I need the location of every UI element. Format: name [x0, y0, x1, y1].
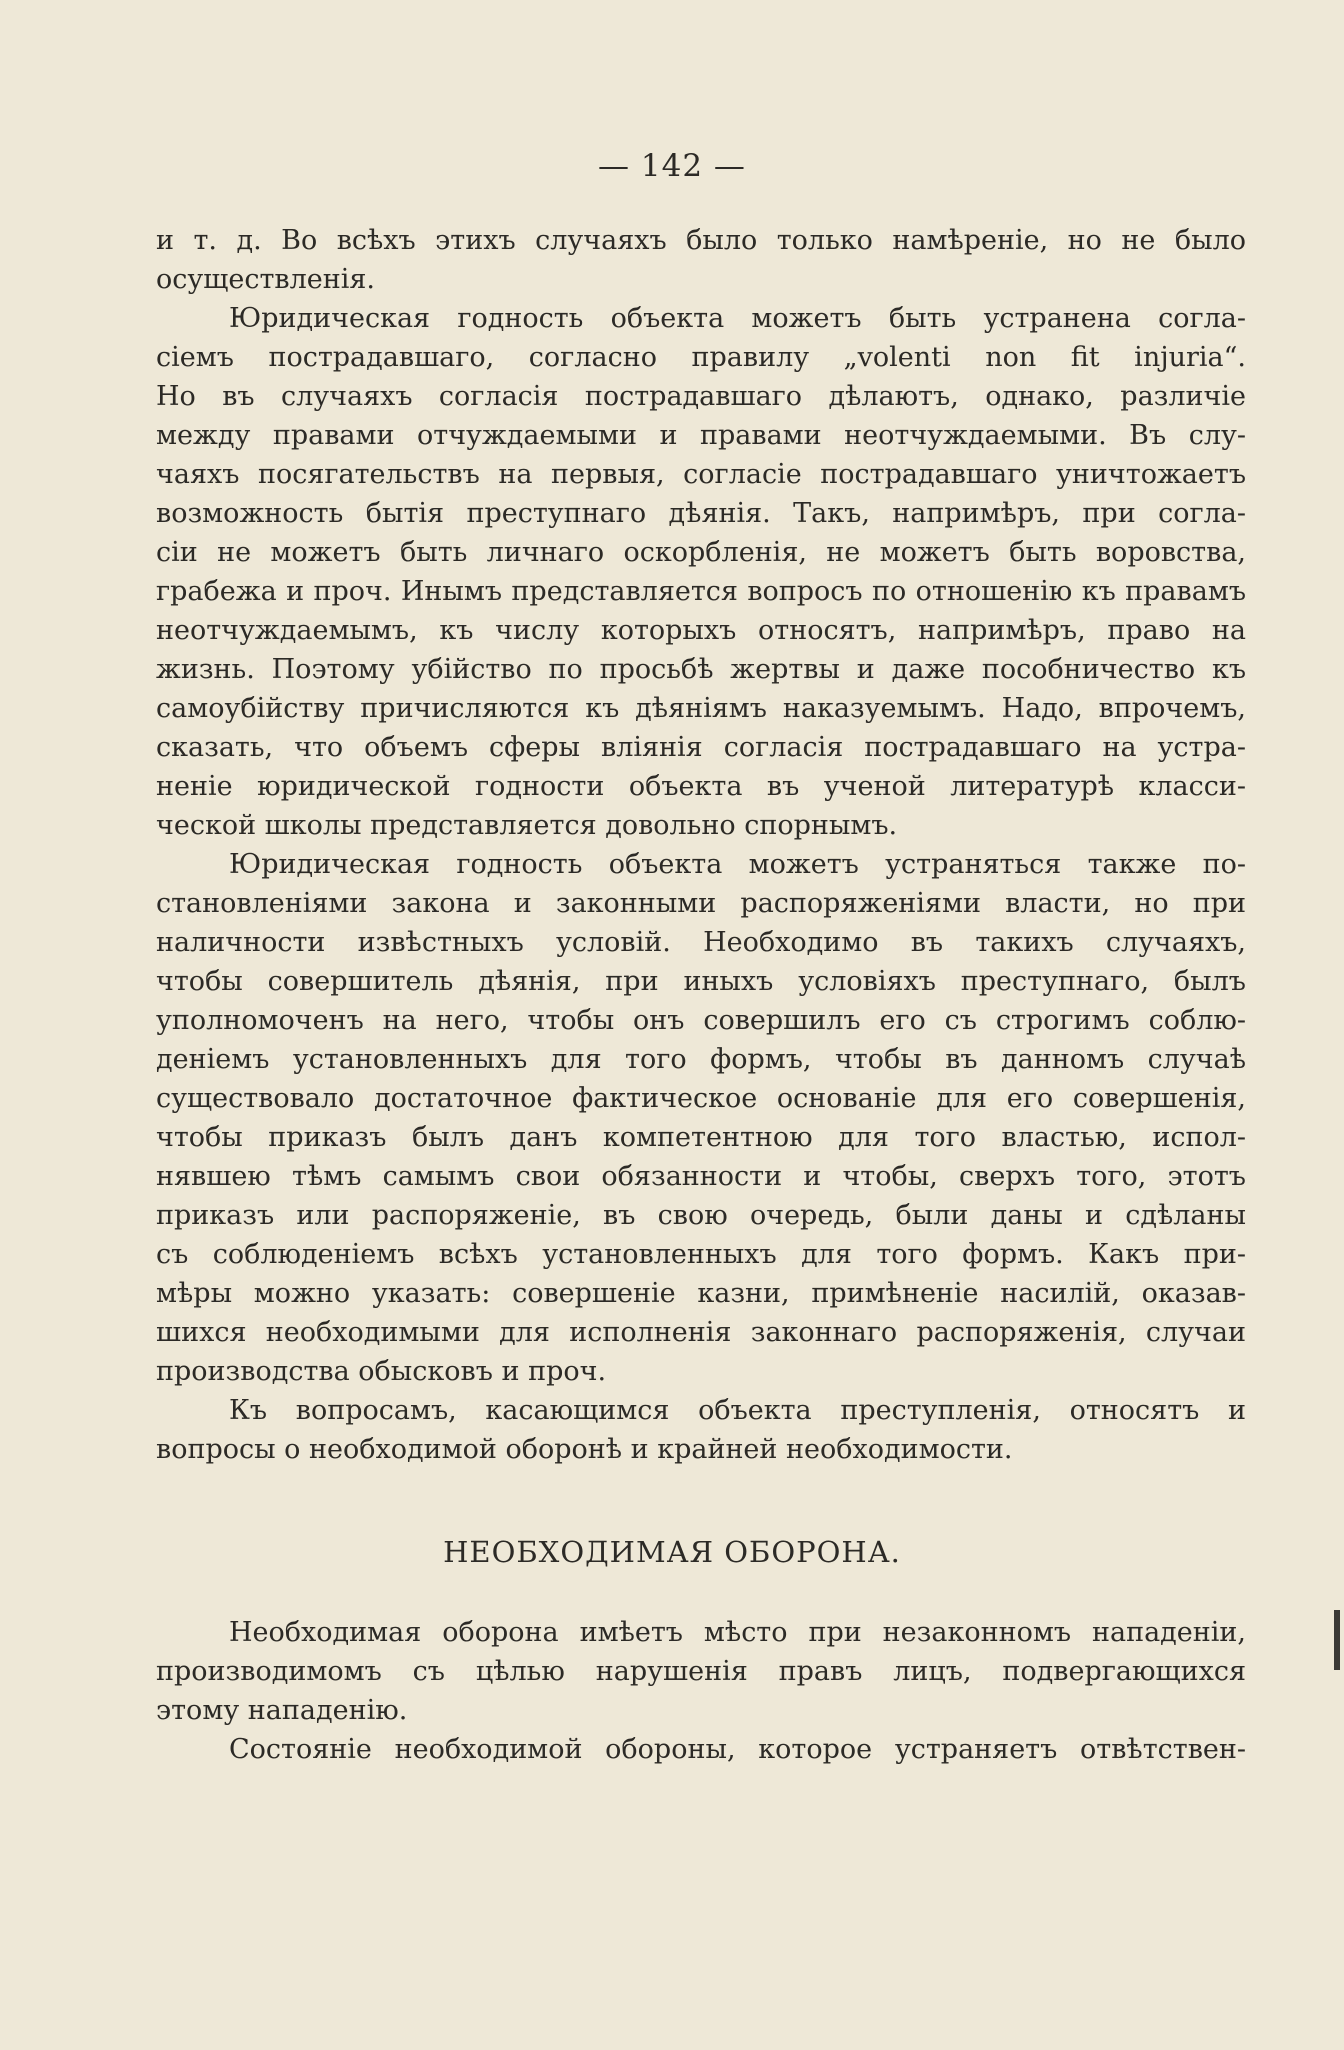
text-line: и т. д. Во всѣхъ этихъ случаяхъ было только намѣреніе, но не было	[156, 225, 1246, 256]
text-line: сіи не можетъ быть личнаго оскорбленія, не можетъ быть воровства,	[156, 537, 1246, 568]
main-text-block	[156, 221, 1246, 1469]
text-line: самоубійству причисляются къ дѣяніямъ наказуемымъ. Надо, впрочемъ,	[156, 693, 1246, 724]
text-line: жизнь. Поэтому убійство по просьбѣ жертвы и даже пособничество къ	[156, 654, 1246, 685]
text-line: деніемъ установленныхъ для того формъ, чтобы въ данномъ случаѣ	[156, 1044, 1246, 1075]
text-line: приказъ или распоряженіе, въ свою очередь, были даны и сдѣланы	[156, 1200, 1246, 1231]
text-line: мѣры можно указать: совершеніе казни, примѣненіе насилій, оказав-	[156, 1278, 1246, 1309]
text-line: уполномоченъ на него, чтобы онъ совершилъ его съ строгимъ соблю-	[156, 1005, 1246, 1036]
text-line: наличности извѣстныхъ условій. Необходимо въ такихъ случаяхъ,	[156, 927, 1246, 958]
text-line: возможность бытія преступнаго дѣянія. Такъ, напримѣръ, при согла-	[156, 498, 1246, 529]
page-number: — 142 —	[598, 148, 746, 184]
text-line: сказать, что объемъ сферы вліянія согласія пострадавшаго на устра-	[156, 732, 1246, 763]
section-text-block	[156, 1613, 1246, 1769]
text-line: Но въ случаяхъ согласія пострадавшаго дѣлаютъ, однако, различіе	[156, 381, 1246, 412]
text-line: становленіями закона и законными распоряженіями власти, но при	[156, 888, 1246, 919]
text-line: производства обысковъ и проч.	[156, 1356, 607, 1387]
text-line: шихся необходимыми для исполненія законнаго распоряженія, случаи	[156, 1317, 1246, 1348]
text-line: грабежа и проч. Инымъ представляется вопросъ по отношенію къ правамъ	[156, 576, 1246, 607]
text-line: существовало достаточное фактическое основаніе для его совершенія,	[156, 1083, 1246, 1114]
text-line: этому нападенію.	[156, 1695, 408, 1726]
text-line: чаяхъ посягательствъ на первыя, согласіе пострадавшаго уничтожаетъ	[156, 459, 1246, 490]
text-line: ческой школы представляется довольно спорнымъ.	[156, 810, 898, 841]
section-title: НЕОБХОДИМАЯ ОБОРОНА.	[443, 1535, 901, 1569]
text-line: неотчуждаемымъ, къ числу которыхъ относятъ, напримѣръ, право на	[156, 615, 1246, 646]
text-line: между правами отчуждаемыми и правами неотчуждаемыми. Въ слу-	[156, 420, 1246, 451]
text-line: чтобы совершитель дѣянія, при иныхъ условіяхъ преступнаго, былъ	[156, 966, 1246, 997]
text-line: неніе юридической годности объекта въ ученой литературѣ класси-	[156, 771, 1246, 802]
text-line: вопросы о необходимой оборонѣ и крайней необходимости.	[156, 1434, 1013, 1465]
text-line: нявшею тѣмъ самымъ свои обязанности и чтобы, сверхъ того, этотъ	[156, 1161, 1246, 1192]
page-edge-mark	[1334, 1610, 1340, 1670]
text-line: осуществленія.	[156, 264, 375, 295]
text-line: съ соблюденіемъ всѣхъ установленныхъ для того формъ. Какъ при-	[156, 1239, 1246, 1270]
paragraph-start-line: Юридическая годность объекта можетъ быть устранена согла-	[229, 303, 1246, 334]
paragraph-start-line: Юридическая годность объекта можетъ устраняться также по-	[229, 849, 1246, 880]
text-line: производимомъ съ цѣлью нарушенія правъ лицъ, подвергающихся	[156, 1656, 1246, 1687]
text-line: чтобы приказъ былъ данъ компетентною для того властью, испол-	[156, 1122, 1246, 1153]
paragraph-start-line: Къ вопросамъ, касающимся объекта преступленія, относятъ и	[229, 1395, 1246, 1426]
paragraph-start-line: Состояніе необходимой обороны, которое устраняетъ отвѣтствен-	[229, 1734, 1246, 1765]
text-line: сіемъ пострадавшаго, согласно правилу „volenti non fit injuria“.	[156, 342, 1246, 373]
paragraph-start-line: Необходимая оборона имѣетъ мѣсто при незаконномъ нападеніи,	[229, 1617, 1246, 1648]
